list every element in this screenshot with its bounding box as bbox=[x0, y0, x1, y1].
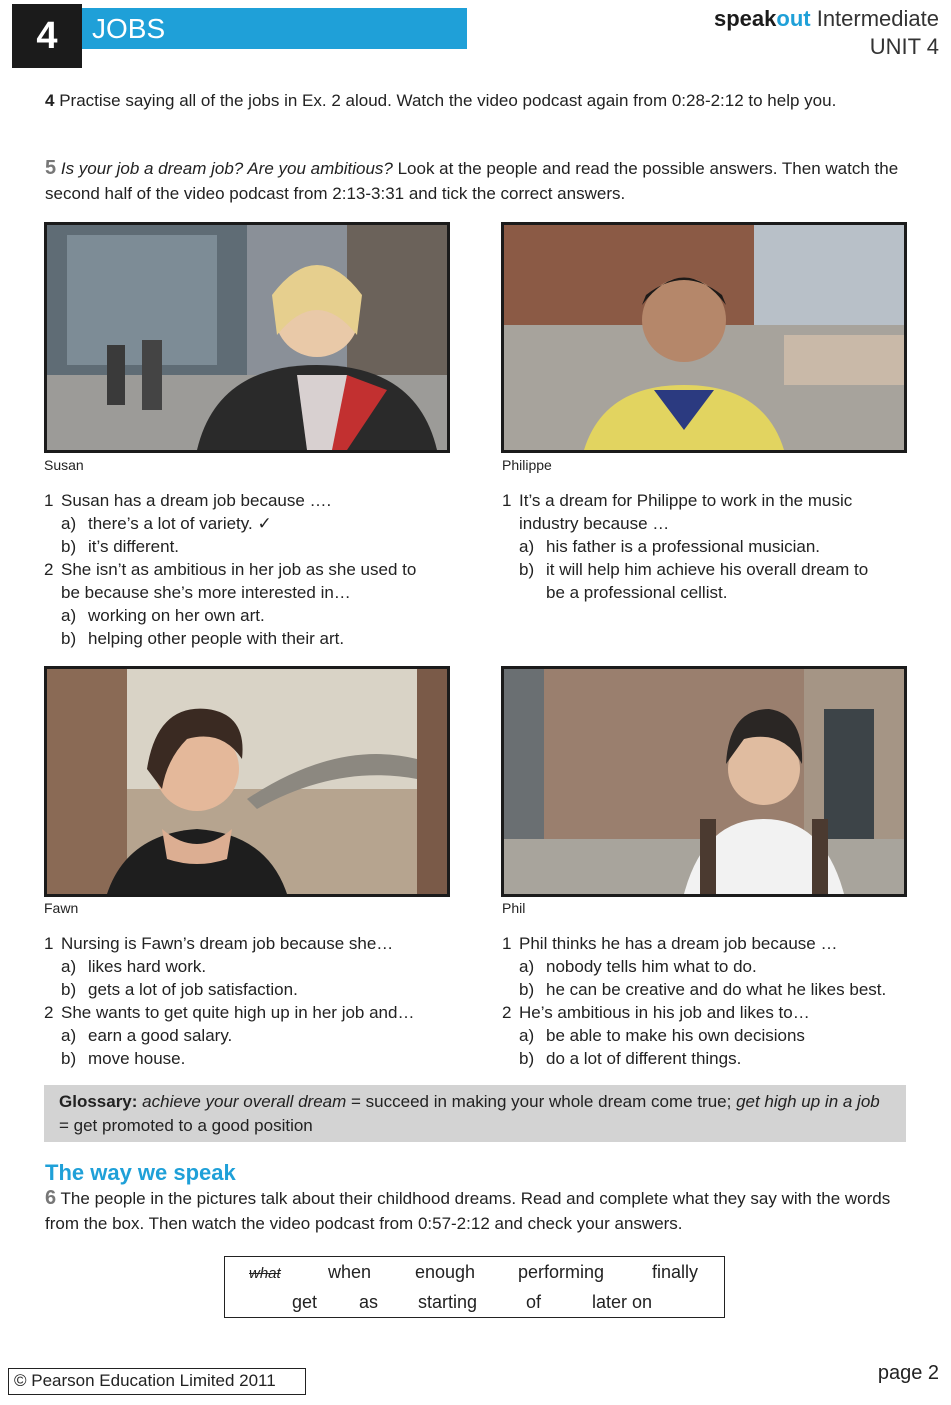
caption-philippe: Philippe bbox=[502, 457, 552, 473]
exercise-text: Look at the people and read the possible answers. Then watch the second half of the video podcast from 2:13-3:31 and tick the correct answers. bbox=[45, 159, 899, 203]
word-item: finally bbox=[652, 1262, 699, 1282]
question-text: It’s a dream for Philippe to work in the music bbox=[519, 491, 853, 510]
exercise-6 bbox=[45, 1186, 905, 1236]
question bbox=[44, 489, 484, 512]
answer-option bbox=[502, 558, 912, 581]
fawn-questions bbox=[44, 932, 484, 1070]
option-continuation: be a professional cellist. bbox=[546, 583, 728, 602]
brand-level: Intermediate bbox=[816, 6, 939, 31]
question-number: 2 bbox=[44, 560, 54, 579]
option-text: it will help him achieve his overall dream to bbox=[546, 560, 869, 579]
exercise-text: The people in the pictures talk about their childhood dreams. Read and complete what they say with the words from the box. Then watch the video podcast from 0:57-2:12 and check your answers. bbox=[45, 1189, 891, 1233]
photo-phil bbox=[501, 666, 907, 897]
option-text: working on her own art. bbox=[88, 606, 265, 625]
option-text: it’s different. bbox=[88, 537, 180, 556]
question-continuation: industry because … bbox=[519, 514, 670, 533]
exercise-question: Is your job a dream job? Are you ambitious? bbox=[60, 159, 393, 178]
question-text: Phil thinks he has a dream job because … bbox=[519, 934, 838, 953]
answer-option bbox=[44, 512, 484, 535]
exercise-number: 4 bbox=[45, 91, 55, 110]
philippe-image bbox=[504, 225, 904, 450]
copyright-notice: © Pearson Education Limited 2011 bbox=[8, 1368, 306, 1395]
brand-logo bbox=[714, 6, 939, 60]
option-text: earn a good salary. bbox=[88, 1026, 233, 1045]
option-letter: b) bbox=[519, 1049, 535, 1068]
question-number: 2 bbox=[44, 1003, 54, 1022]
page-number: page 2 bbox=[877, 1362, 939, 1384]
word-item: enough bbox=[415, 1262, 476, 1282]
option-text: his father is a professional musician. bbox=[546, 537, 821, 556]
option-text: there’s a lot of variety. ✓ bbox=[88, 514, 272, 533]
question-text: She wants to get quite high up in her job and… bbox=[61, 1003, 415, 1022]
option-letter: b) bbox=[519, 980, 535, 999]
answer-option bbox=[502, 955, 917, 978]
word-item: starting bbox=[418, 1292, 478, 1312]
question bbox=[502, 489, 912, 512]
answer-option bbox=[502, 1024, 917, 1047]
glossary-box bbox=[44, 1085, 906, 1142]
brand-out: out bbox=[776, 6, 811, 31]
option-text: move house. bbox=[88, 1049, 186, 1068]
option-text: do a lot of different things. bbox=[546, 1049, 742, 1068]
fawn-image bbox=[47, 669, 447, 894]
exercise-4 bbox=[45, 88, 905, 113]
option-text: nobody tells him what to do. bbox=[546, 957, 757, 976]
question-text: Susan has a dream job because …. bbox=[61, 491, 332, 510]
option-letter: a) bbox=[61, 514, 77, 533]
option-text: gets a lot of job satisfaction. bbox=[88, 980, 298, 999]
answer-option bbox=[44, 604, 484, 627]
answer-option bbox=[44, 955, 484, 978]
option-letter: b) bbox=[61, 629, 77, 648]
answer-option bbox=[502, 535, 912, 558]
susan-questions bbox=[44, 489, 484, 650]
question-number: 1 bbox=[44, 491, 54, 510]
question-text: Nursing is Fawn’s dream job because she… bbox=[61, 934, 394, 953]
caption-phil: Phil bbox=[502, 900, 526, 916]
word-item: get bbox=[292, 1292, 318, 1312]
answer-option bbox=[502, 1047, 917, 1070]
exercise-5 bbox=[45, 156, 905, 206]
word-item: as bbox=[359, 1292, 379, 1312]
answer-option bbox=[44, 1047, 484, 1070]
option-text: be able to make his own decisions bbox=[546, 1026, 805, 1045]
photo-susan bbox=[44, 222, 450, 453]
word-item: performing bbox=[518, 1262, 605, 1282]
question bbox=[44, 1001, 484, 1024]
word-box bbox=[224, 1256, 725, 1318]
option-text: he can be creative and do what he likes best. bbox=[546, 980, 887, 999]
option-letter: a) bbox=[61, 1026, 77, 1045]
answer-option bbox=[44, 627, 484, 650]
question bbox=[502, 1001, 917, 1024]
unit-label: UNIT 4 bbox=[869, 34, 939, 59]
glossary-definition: = succeed in making your whole dream come true; bbox=[346, 1092, 737, 1111]
option-text: likes hard work. bbox=[88, 957, 207, 976]
unit-title: JOBS bbox=[82, 8, 467, 49]
question-number: 1 bbox=[502, 491, 512, 510]
section-title: The way we speak bbox=[45, 1160, 236, 1185]
option-letter: a) bbox=[519, 537, 535, 556]
unit-number-badge: 4 bbox=[12, 4, 82, 68]
caption-fawn: Fawn bbox=[44, 900, 79, 916]
philippe-questions bbox=[502, 489, 912, 604]
word-item: later on bbox=[592, 1292, 653, 1312]
question-text: He’s ambitious in his job and likes to… bbox=[519, 1003, 810, 1022]
caption-susan: Susan bbox=[44, 457, 84, 473]
answer-option bbox=[502, 978, 917, 1001]
exercise-text: Practise saying all of the jobs in Ex. 2 aloud. Watch the video podcast again from 0:28-2:12 to help you. bbox=[59, 91, 837, 110]
photo-fawn bbox=[44, 666, 450, 897]
glossary-term: achieve your overall dream bbox=[142, 1092, 347, 1111]
susan-image bbox=[47, 225, 447, 450]
glossary-label: Glossary: bbox=[59, 1092, 138, 1111]
option-text: helping other people with their art. bbox=[88, 629, 345, 648]
answer-option bbox=[44, 535, 484, 558]
question bbox=[502, 932, 917, 955]
exercise-number: 6 bbox=[45, 1187, 57, 1209]
photo-philippe bbox=[501, 222, 907, 453]
exercise-number: 5 bbox=[45, 157, 57, 179]
question-number: 1 bbox=[44, 934, 54, 953]
word-item: when bbox=[328, 1262, 372, 1282]
word-item: of bbox=[526, 1292, 542, 1312]
question bbox=[44, 558, 484, 581]
phil-image bbox=[504, 669, 904, 894]
answer-option bbox=[44, 1024, 484, 1047]
option-letter: b) bbox=[61, 537, 77, 556]
question-text: She isn’t as ambitious in her job as she used to bbox=[61, 560, 417, 579]
option-letter: a) bbox=[519, 1026, 535, 1045]
glossary-term: get high up in a job bbox=[736, 1092, 880, 1111]
phil-questions bbox=[502, 932, 917, 1070]
question-continuation: be because she’s more interested in… bbox=[61, 583, 351, 602]
option-letter: b) bbox=[61, 980, 77, 999]
answer-option bbox=[44, 978, 484, 1001]
option-letter: a) bbox=[61, 606, 77, 625]
question bbox=[44, 932, 484, 955]
question-number: 2 bbox=[502, 1003, 512, 1022]
brand-speak: speak bbox=[713, 6, 777, 31]
option-letter: a) bbox=[61, 957, 77, 976]
word-example: what bbox=[249, 1265, 281, 1282]
question-number: 1 bbox=[502, 934, 512, 953]
option-letter: b) bbox=[519, 560, 535, 579]
option-letter: b) bbox=[61, 1049, 77, 1068]
glossary-definition: = get promoted to a good position bbox=[59, 1116, 313, 1135]
option-letter: a) bbox=[519, 957, 535, 976]
